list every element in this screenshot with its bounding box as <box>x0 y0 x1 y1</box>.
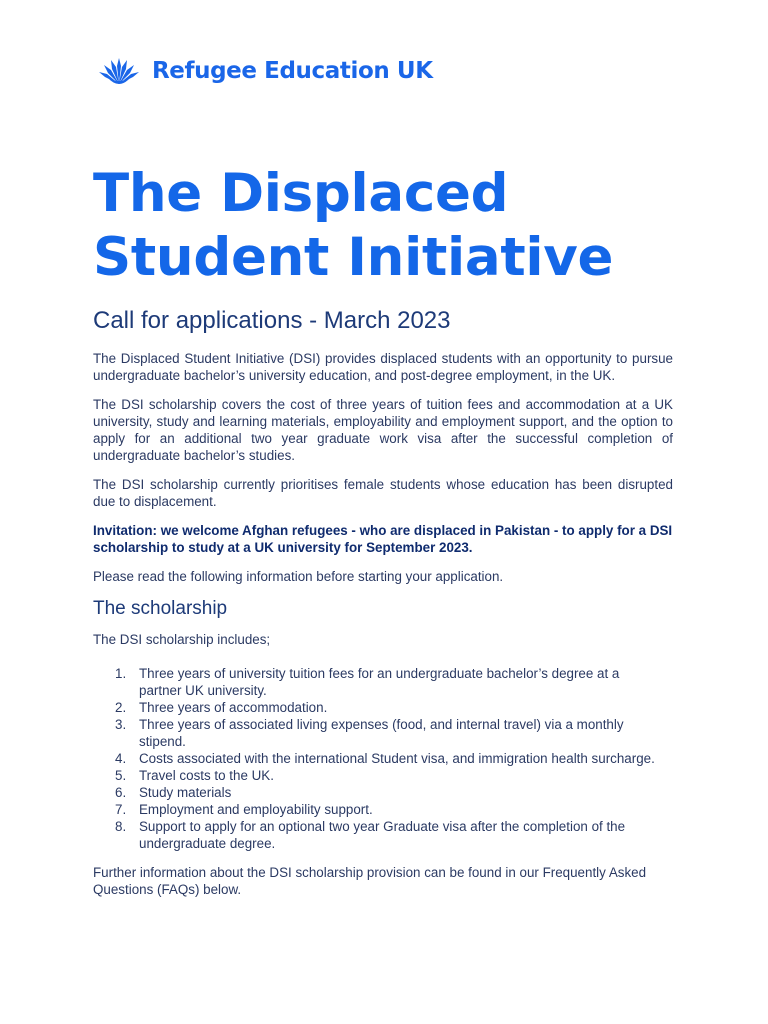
list-item <box>93 767 673 784</box>
list-item-text: Employment and employability support. <box>139 802 373 817</box>
list-item-number: 8. <box>115 819 127 834</box>
intro-paragraph-3: The DSI scholarship currently prioritises female students whose education has been disrupted due to displacement. <box>93 477 673 509</box>
logo-text: Refugee Education UK <box>152 58 433 84</box>
page-title <box>93 162 693 290</box>
scholarship-lead: The DSI scholarship includes; <box>93 632 271 647</box>
list-item <box>93 665 673 699</box>
list-item-text: Travel costs to the UK. <box>139 768 274 783</box>
further-info-paragraph: Further information about the DSI scholarship provision can be found in our Frequently Asked Questions (FAQs) below. <box>93 865 647 897</box>
list-item-number: 7. <box>115 802 127 817</box>
sunburst-logo-icon <box>98 54 140 88</box>
list-item-number: 3. <box>115 717 127 732</box>
list-item <box>93 784 673 801</box>
list-item-number: 4. <box>115 751 127 766</box>
list-item-text: Three years of associated living expenses (food, and internal travel) via a monthly stipend. <box>139 717 624 749</box>
title-line-2: Student Initiative <box>93 227 614 288</box>
intro-paragraph-2: The DSI scholarship covers the cost of three years of tuition fees and accommodation at a UK university, study and learning materials, employability and employment support, and the option to apply for an additional two year graduate work visa after the successful completion of undergraduate bachelor’s studies. <box>93 397 673 463</box>
list-item-number: 2. <box>115 700 127 715</box>
list-item-text: Study materials <box>139 785 232 800</box>
list-item-text: Support to apply for an optional two year Graduate visa after the completion of the undergraduate degree. <box>139 819 626 851</box>
list-item-number: 1. <box>115 666 127 681</box>
list-item <box>93 750 673 767</box>
scholarship-list <box>93 665 673 852</box>
list-item-text: Three years of accommodation. <box>139 700 328 715</box>
read-note: Please read the following information before starting your application. <box>93 569 504 584</box>
logo <box>98 54 433 88</box>
list-item <box>93 818 673 852</box>
list-item <box>93 699 673 716</box>
intro-paragraph-1: The Displaced Student Initiative (DSI) provides displaced students with an opportunity to pursue undergraduate bachelor’s university education, and post-degree employment, in the UK. <box>93 351 673 383</box>
list-item-number: 5. <box>115 768 127 783</box>
list-item <box>93 716 673 750</box>
page-subtitle: Call for applications - March 2023 <box>93 307 451 334</box>
list-item-text: Costs associated with the international Student visa, and immigration health surcharge. <box>139 751 655 766</box>
scholarship-heading: The scholarship <box>93 598 228 619</box>
invitation-paragraph: Invitation: we welcome Afghan refugees - who are displaced in Pakistan - to apply for a DSI scholarship to study at a UK university for September 2023. <box>93 523 673 555</box>
list-item <box>93 801 673 818</box>
title-line-1: The Displaced <box>93 163 509 224</box>
list-item-number: 6. <box>115 785 127 800</box>
list-item-text: Three years of university tuition fees for an undergraduate bachelor’s degree at a partner UK university. <box>139 666 620 698</box>
document-body <box>93 350 673 910</box>
